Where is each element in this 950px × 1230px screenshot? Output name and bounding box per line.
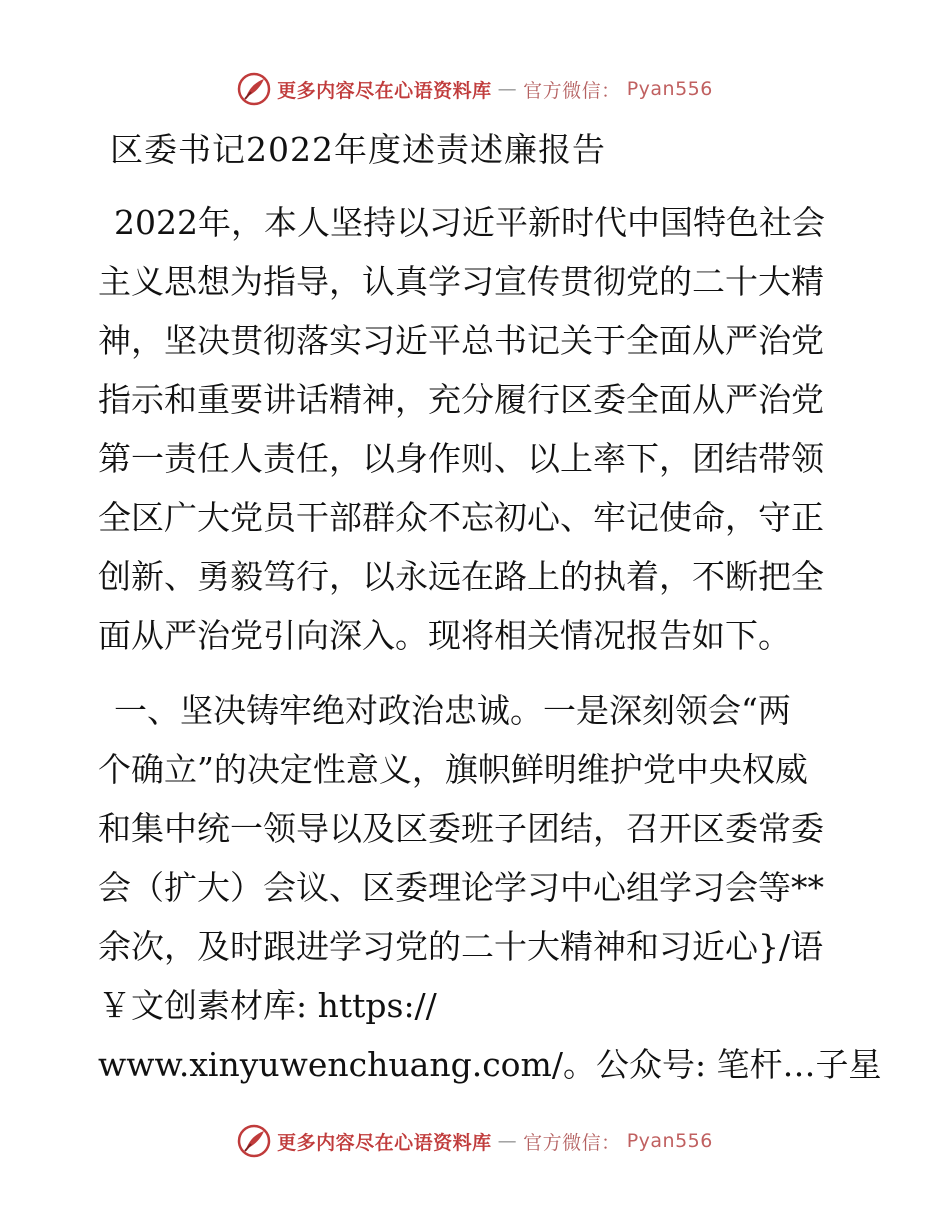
paragraph-line: 主义思想为指导，认真学习宣传贯彻党的二十大精: [98, 262, 824, 301]
body-paragraph-intro: [98, 193, 850, 665]
paragraph-line: 全区广大党员干部群众不忘初心、牢记使命，守正: [98, 498, 824, 537]
watermark-separator: —: [497, 78, 518, 100]
footer-watermark: [0, 1124, 950, 1158]
paragraph-line: 个确立”的决定性意义，旗帜鲜明维护党中央权威: [98, 750, 808, 789]
paragraph-line: 一、坚决铸牢绝对政治忠诚。一是深刻领会“两: [114, 691, 791, 730]
paragraph-line: 余次，及时跟进学习党的二十大精神和习近心}/语: [98, 927, 824, 966]
watermark-separator: —: [497, 1130, 518, 1152]
paragraph-line: 指示和重要讲话精神，充分履行区委全面从严治党: [98, 380, 824, 419]
document-title: 区委书记2022年度述责述廉报告: [110, 130, 606, 169]
paragraph-line: www.xinyuwenchuang.com/。公众号: 笔杆…子星: [98, 1045, 882, 1084]
watermark-contact-id: Pyan556: [626, 78, 713, 100]
paragraph-line: ￥文创素材库: https://: [98, 986, 437, 1025]
header-watermark: [0, 72, 950, 106]
watermark-contact-id: Pyan556: [626, 1130, 713, 1152]
paragraph-line: 神，坚决贯彻落实习近平总书记关于全面从严治党: [98, 321, 824, 360]
paragraph-line: 和集中统一领导以及区委班子团结，召开区委常委: [98, 809, 824, 848]
paragraph-line: 第一责任人责任，以身作则、以上率下，团结带领: [98, 439, 824, 478]
watermark-contact-label: 官方微信：: [523, 79, 621, 102]
watermark-brand: 更多内容尽在心语资料库: [277, 1131, 492, 1154]
watermark-brand: 更多内容尽在心语资料库: [277, 79, 492, 102]
feather-pen-logo-icon: [237, 1124, 271, 1158]
paragraph-line: 面从严治党引向深入。现将相关情况报告如下。: [98, 616, 791, 655]
paragraph-line: 会（扩大）会议、区委理论学习中心组学习会等**: [98, 868, 824, 907]
body-paragraph-section-one: [98, 681, 882, 1094]
watermark-contact-label: 官方微信：: [523, 1131, 621, 1154]
paragraph-line: 创新、勇毅笃行，以永远在路上的执着，不断把全: [98, 557, 824, 596]
paragraph-line: 2022年，本人坚持以习近平新时代中国特色社会: [114, 203, 825, 242]
feather-pen-logo-icon: [237, 72, 271, 106]
